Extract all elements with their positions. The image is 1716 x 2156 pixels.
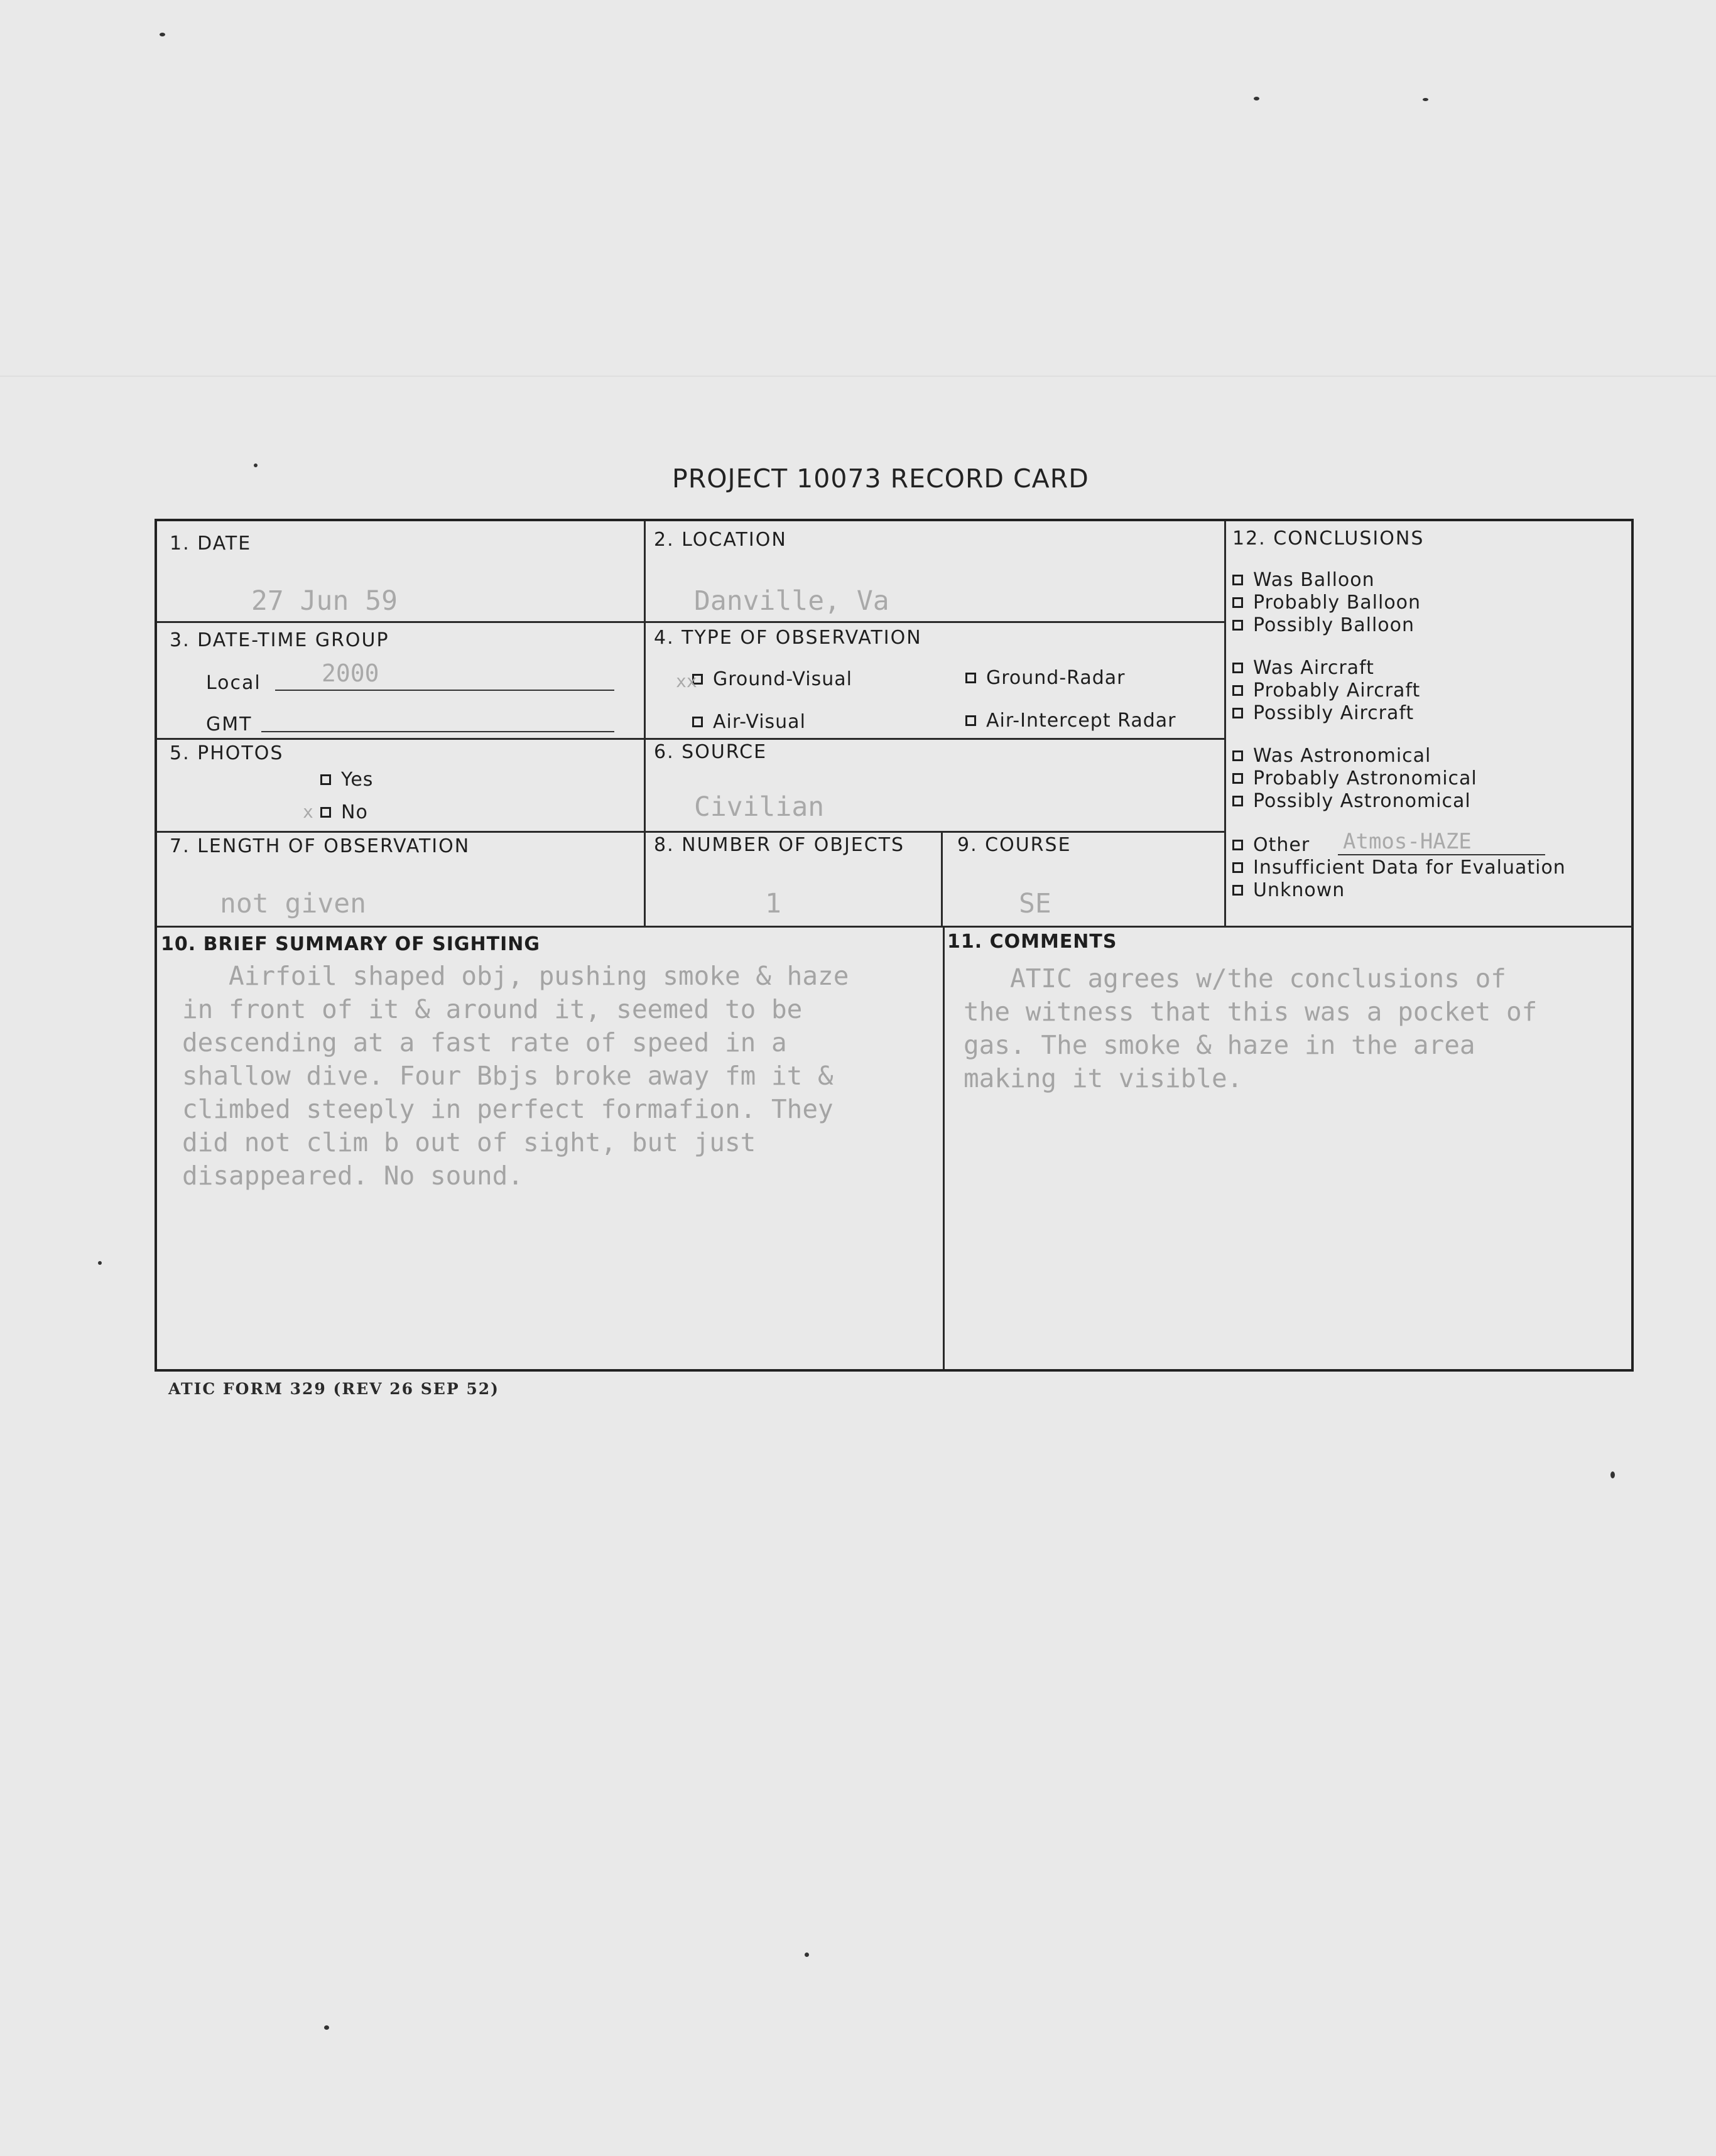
other-underline bbox=[1338, 854, 1545, 855]
summary-line: did not clim b out of sight, but just bbox=[182, 1127, 756, 1157]
possibly-aircraft-option[interactable]: Possibly Aircraft bbox=[1232, 702, 1414, 724]
check-mark: xx bbox=[676, 671, 697, 691]
summary-line: descending at a fast rate of speed in a bbox=[182, 1027, 787, 1058]
summary-line: climbed steeply in perfect formafion. They bbox=[182, 1094, 834, 1124]
ground-visual-option[interactable]: Ground-Visual bbox=[692, 668, 852, 690]
air-intercept-radar-option[interactable]: Air-Intercept Radar bbox=[965, 710, 1176, 732]
source-label: 6. SOURCE bbox=[654, 741, 768, 763]
gmt-underline bbox=[261, 731, 614, 732]
checkbox-icon[interactable] bbox=[965, 715, 976, 726]
date-time-group-label: 3. DATE-TIME GROUP bbox=[170, 629, 389, 651]
photos-no-option[interactable]: No bbox=[320, 801, 368, 823]
air-visual-option[interactable]: Air-Visual bbox=[692, 711, 806, 733]
speck bbox=[1254, 97, 1259, 100]
observation-type-label: 4. TYPE OF OBSERVATION bbox=[654, 627, 922, 649]
summary-line: disappeared. No sound. bbox=[182, 1161, 524, 1191]
checkbox-icon[interactable] bbox=[1232, 773, 1243, 784]
divider-summary bbox=[943, 926, 945, 1369]
comments-line: the witness that this was a pocket of bbox=[964, 997, 1538, 1027]
date-label: 1. DATE bbox=[170, 533, 252, 555]
photos-yes-option[interactable]: Yes bbox=[320, 769, 373, 791]
conclusions-label: 12. CONCLUSIONS bbox=[1232, 528, 1425, 550]
was-balloon-option[interactable]: Was Balloon bbox=[1232, 569, 1375, 591]
row-line-1 bbox=[157, 621, 1225, 623]
card-title: PROJECT 10073 RECORD CARD bbox=[672, 463, 1089, 494]
comments-label: 11. COMMENTS bbox=[947, 931, 1117, 953]
number-objects-label: 8. NUMBER OF OBJECTS bbox=[654, 834, 905, 856]
summary-text bbox=[182, 960, 849, 1193]
checkbox-icon[interactable] bbox=[1232, 840, 1243, 850]
divider-objects bbox=[941, 831, 943, 926]
comments-line: making it visible. bbox=[964, 1063, 1243, 1093]
speck bbox=[324, 2025, 329, 2030]
possibly-astronomical-option[interactable]: Possibly Astronomical bbox=[1232, 790, 1471, 812]
checkbox-icon[interactable] bbox=[692, 717, 703, 727]
checkbox-icon[interactable] bbox=[1232, 575, 1243, 585]
local-value: 2000 bbox=[322, 659, 379, 687]
checkbox-icon[interactable] bbox=[965, 673, 976, 683]
course-value: SE bbox=[1019, 888, 1051, 919]
speck bbox=[805, 1953, 809, 1957]
location-label: 2. LOCATION bbox=[654, 529, 787, 551]
checkbox-icon[interactable] bbox=[1232, 796, 1243, 806]
checkbox-icon[interactable] bbox=[320, 807, 331, 818]
course-label: 9. COURSE bbox=[957, 834, 1072, 856]
gmt-label: GMT bbox=[206, 713, 253, 735]
summary-line: in front of it & around it, seemed to be bbox=[182, 994, 803, 1024]
checkbox-icon[interactable] bbox=[1232, 620, 1243, 631]
number-objects-value: 1 bbox=[765, 888, 781, 919]
checkbox-icon[interactable] bbox=[1232, 685, 1243, 696]
form-number: ATIC FORM 329 (REV 26 SEP 52) bbox=[168, 1380, 499, 1398]
checkbox-icon[interactable] bbox=[320, 774, 331, 785]
comments-line: ATIC agrees w/the conclusions of bbox=[964, 963, 1506, 994]
checkbox-icon[interactable] bbox=[1232, 862, 1243, 873]
insufficient-data-option[interactable]: Insufficient Data for Evaluation bbox=[1232, 857, 1566, 879]
divider-right bbox=[1224, 521, 1226, 926]
source-value: Civilian bbox=[694, 791, 825, 823]
page-fold bbox=[0, 376, 1716, 377]
possibly-balloon-option[interactable]: Possibly Balloon bbox=[1232, 614, 1415, 636]
speck bbox=[1610, 1471, 1615, 1478]
speck bbox=[254, 463, 258, 467]
summary-line: shallow dive. Four Bbjs broke away fm it & bbox=[182, 1061, 834, 1091]
local-label: Local bbox=[206, 672, 261, 694]
speck bbox=[98, 1261, 102, 1265]
probably-aircraft-option[interactable]: Probably Aircraft bbox=[1232, 680, 1420, 702]
was-aircraft-option[interactable]: Was Aircraft bbox=[1232, 657, 1374, 679]
photos-label: 5. PHOTOS bbox=[170, 742, 284, 764]
summary-line: Airfoil shaped obj, pushing smoke & haze bbox=[182, 961, 849, 991]
local-underline bbox=[275, 690, 614, 691]
probably-astronomical-option[interactable]: Probably Astronomical bbox=[1232, 767, 1477, 789]
checkbox-icon[interactable] bbox=[1232, 663, 1243, 673]
location-value: Danville, Va bbox=[694, 585, 889, 617]
was-astronomical-option[interactable]: Was Astronomical bbox=[1232, 745, 1431, 767]
date-value: 27 Jun 59 bbox=[251, 585, 398, 617]
comments-line: gas. The smoke & haze in the area bbox=[964, 1030, 1475, 1060]
speck bbox=[160, 33, 165, 36]
checkbox-icon[interactable] bbox=[1232, 885, 1243, 896]
row-line-3 bbox=[157, 831, 1225, 833]
divider-left bbox=[644, 521, 646, 926]
checkbox-icon[interactable] bbox=[1232, 597, 1243, 608]
speck bbox=[1423, 98, 1428, 101]
ground-radar-option[interactable]: Ground-Radar bbox=[965, 667, 1126, 689]
checkbox-icon[interactable] bbox=[1232, 750, 1243, 761]
row-line-2 bbox=[157, 738, 1225, 740]
length-value: not given bbox=[220, 888, 366, 919]
other-value: Atmos-HAZE bbox=[1343, 829, 1472, 854]
check-mark: x bbox=[303, 801, 313, 822]
probably-balloon-option[interactable]: Probably Balloon bbox=[1232, 592, 1421, 614]
other-option[interactable]: Other bbox=[1232, 834, 1310, 856]
length-label: 7. LENGTH OF OBSERVATION bbox=[170, 835, 470, 857]
checkbox-icon[interactable] bbox=[1232, 708, 1243, 718]
record-card bbox=[155, 519, 1634, 1372]
comments-text bbox=[964, 962, 1537, 1095]
row-line-4 bbox=[157, 926, 1633, 928]
unknown-option[interactable]: Unknown bbox=[1232, 879, 1345, 901]
summary-label: 10. BRIEF SUMMARY OF SIGHTING bbox=[161, 933, 540, 955]
